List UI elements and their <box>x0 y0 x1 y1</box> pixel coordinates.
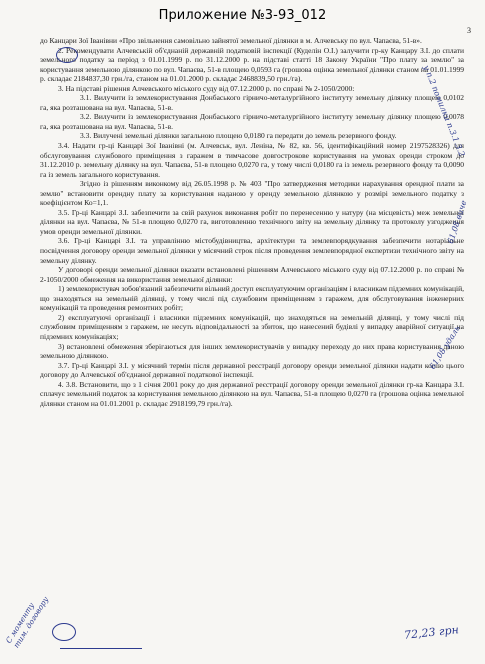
handwritten-note-right-1: 61,08 виче <box>446 199 469 245</box>
paragraph-intro: до Канцари Зої Іванівни «Про звільнення самовільно зайнятої земельної ділянки в м. Алчевську по вул. Чапаєва, 51-в». <box>40 36 422 45</box>
handwritten-circle-2 <box>56 47 78 63</box>
paragraph-2: 2. Рекомендувати Алчевській об'єднаній державній податковій інспекції (Куделін О.І.) залучити гр-ку Канцару З.І. до сплати земельного податку за період з 01.01.1999 р. по 31.12.2000 р. на підставі статті 18 Закону України "Про плату за землю" за користування земельною ділянкою по вул. Чапаєва, 51-в площею 0,0593 га (грошова оцінка земельної ділянки станом на 01.01.1999 р. складає 2184837,30 грн./га, станом на 01.01.2000 р. складає 2468839,50 грн./га). <box>40 45 464 84</box>
paragraph-3: 3. На підставі рішення Алчевського міського суду від 07.12.2000 р. по справі № 2-1050/2000: <box>58 83 355 93</box>
paragraph-rent: Згідно із рішенням виконкому від 26.05.1998 р. № 403 "Про затвердження методики нарахування орендної плати за землю" встановити орендну плату за користування наданою у оренду земельною ділянкою у розмірі земельного податку з коефіцієнтом Ко=1,1. <box>40 179 464 208</box>
handwritten-note-top-right: у п.2 помилки п.3.1.3.2 <box>421 64 467 158</box>
paragraph-3-7: 3.7. Гр-ці Канцарі З.І. у місячний термін після державної реєстрації договору оренди земельної ділянки надати копію цього договору до Алчевської об'єднаної державної податкової інспекції. <box>40 360 464 380</box>
paragraph-3-1: 3.1. Вилучити із землекористування Донбаського гірничо-металургійного інституту земельну ділянку площею 0,0102 га, яка розташована на вул. Чапаєва, 51-в. <box>40 93 464 112</box>
paragraph-3-8: 4. 3.8. Встановити, що з 1 січня 2001 року до дня державної реєстрації договору оренди земельної ділянки гр-ка Канцара З.І. сплачує земельний податок за користування земельною ділянкою на вул. Чапаєва, 51-в площею 0,0270 га (грошова оцінка земельної ділянки станом на 01.01.2001 р. складає 2918199,79 грн./га). <box>40 379 464 408</box>
paragraph-3-2: 3.2. Вилучити із землекористування Донбаського гірничо-металургійного інституту земельну ділянку площею 0,0078 га, яка розташована на вул. Чапаєва, 51-в. <box>40 112 464 131</box>
handwritten-amount: 72,23 грн <box>403 623 460 642</box>
handwritten-note-left-bottom: С моменту тим. договору <box>4 595 51 650</box>
document-title: Приложение №3-93_012 <box>158 8 327 23</box>
paragraph-3-3: 3.3. Вилучені земельні ділянки загальною площею 0,0180 га передати до земель резервного фонду. <box>80 131 397 141</box>
paragraph-item-3: 3) встановлені обмеження зберігаються для інших землекористувачів у випадку переходу до них права користування даною земельною ділянкою. <box>40 341 464 361</box>
handwritten-strike <box>60 648 142 649</box>
paragraph-3-4: 3.4. Надати гр-ці Канцарі Зої Іванівні (м. Алчевськ, вул. Леніна, № 82, кв. 56, ідентифікаційний номер 2197528326) для обслуговування службового приміщення з гаражем в тимчасове довгострокове користування на умовах оренди строком до 31.12.2010 р. земельну ділянку на вул. Чапаєва, 51-в площею 0,0270 га, у тому числі 0,0180 га із земель резервного фонду та 0,0090 га із земель загального користування. <box>40 141 464 179</box>
paragraph-item-1: 1) землекористувач зобов'язаний забезпечити вільний доступ експлуатуючим організаціям і власникам підземних комунікацій, що знаходяться на земельній ділянці, у тому числі під службовим приміщенням з гаражем, для обслуговування інженерних комунікацій та проведення ремонтних робіт; <box>40 284 464 313</box>
document-body <box>40 36 464 408</box>
paragraph-3-6: 3.6. Гр-ці Канцарі З.І. та управлінню містобудівництва, архітектури та землевпорядкування забезпечити нотаріальне посвідчення договору оренди земельної ділянки у місячний строк після проведення землевпорядної експертизи технічного звіту на земельну ділянку. <box>40 236 464 265</box>
paragraph-item-2: 2) експлуатуючі організації і власники підземних комунікацій, що знаходяться на земельній ділянці, у тому числі під службовим приміщенням з гаражем, не несуть відповідальності за збиток, що нанесений будівлі у випадку аварійної ситуації на підземних комунікаціях; <box>40 312 464 341</box>
handwritten-circle-4 <box>52 623 76 641</box>
paragraph-restrictions: У договорі оренди земельної ділянки вказати встановлені рішенням Алчевського міського суду від 07.12.2000 р. по справі № 2-1050/2000 обмеження на використання земельної ділянки: <box>40 265 464 284</box>
paragraph-3-5: 3.5. Гр-ці Канцарі З.І. забезпечити за свій рахунок виконання робіт по перенесенню у натуру (на місцевість) меж земельної ділянки на вул. Чапаєва, № 51-в площею 0,0270 га, виготовленню технічного звіту на земельну ділянку та протоколу узгодження умов оренди земельної ділянки. <box>40 207 464 236</box>
handwritten-note-right-2: 61,08 удаль <box>428 324 462 371</box>
page-number: 3 <box>467 26 471 35</box>
